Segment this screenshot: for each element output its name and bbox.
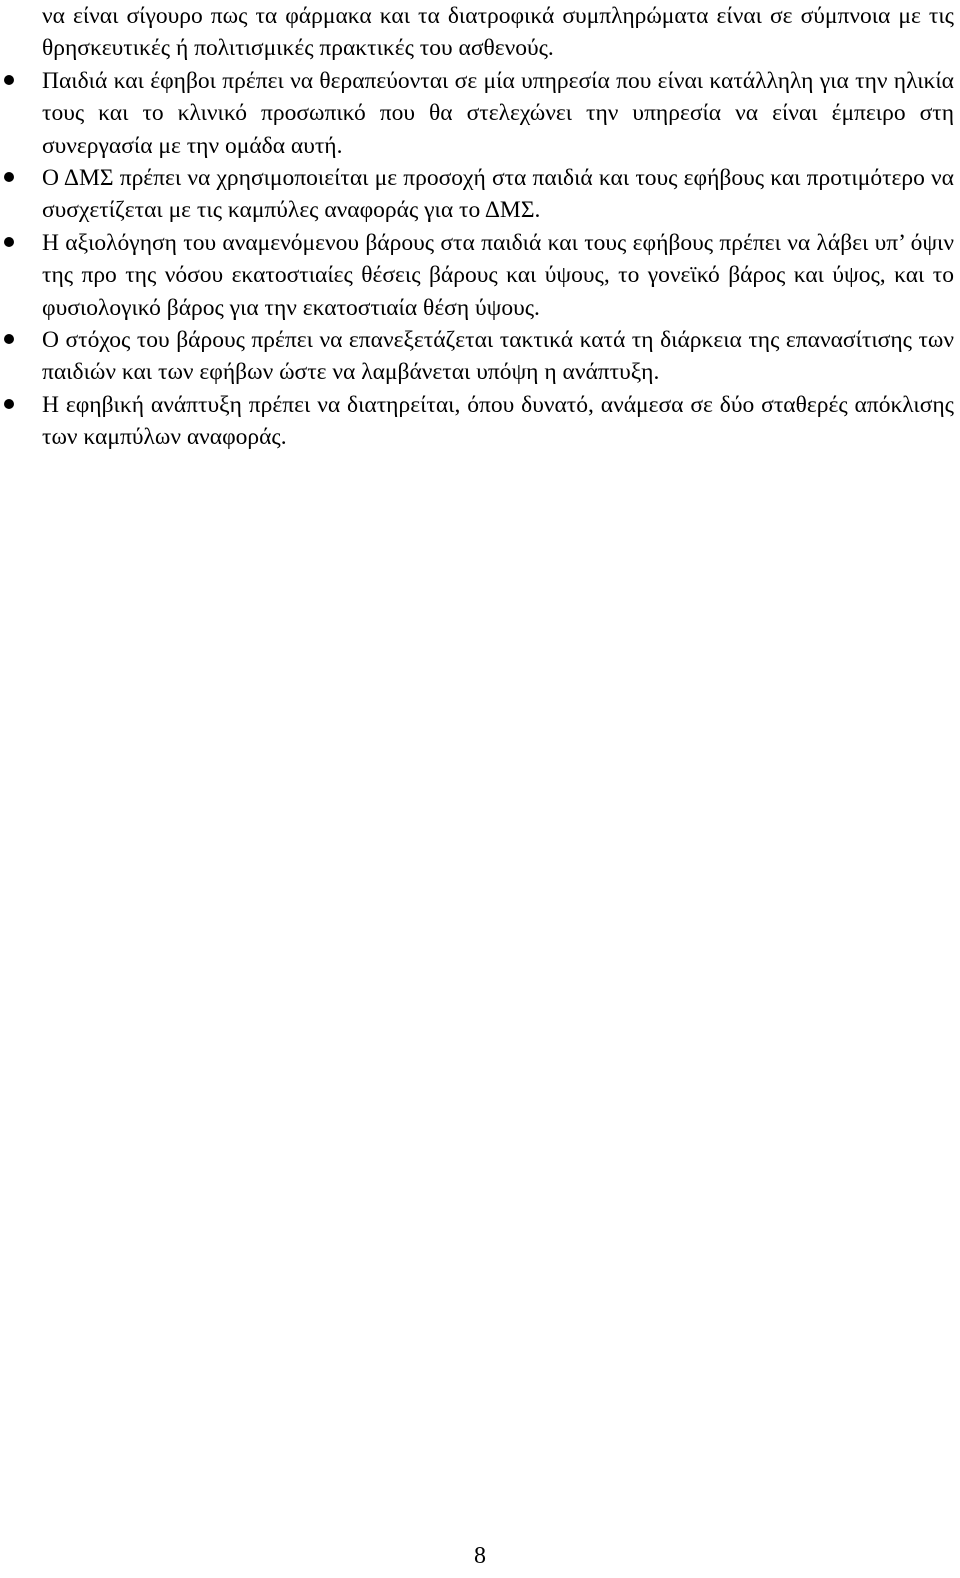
- bullet-icon: [4, 334, 14, 344]
- bullet-list: [42, 65, 954, 454]
- bullet-item: [42, 162, 954, 227]
- bullet-item: [42, 389, 954, 454]
- bullet-item: [42, 324, 954, 389]
- page-number: 8: [474, 1543, 486, 1569]
- bullet-icon: [4, 172, 14, 182]
- bullet-item: [42, 65, 954, 162]
- bullet-text: Παιδιά και έφηβοι πρέπει να θεραπεύονται σε μία υπηρεσία που είναι κατάλληλη για την ηλικία τους και το κλινικό προσωπικό που θα στελεχώνει την υπηρεσία να είναι έμπειρο στη συνεργασία με την ομάδα αυτή.: [42, 67, 954, 159]
- bullet-text: Ο ΔΜΣ πρέπει να χρησιμοποιείται με προσοχή στα παιδιά και τους εφήβους και προτιμότερο να συσχετίζεται με τις καμπύλες αναφοράς για το ΔΜΣ.: [42, 165, 954, 224]
- bullet-text: Η εφηβική ανάπτυξη πρέπει να διατηρείται, όπου δυνατό, ανάμεσα σε δύο σταθερές απόκλισης των καμπύλων αναφοράς.: [42, 391, 954, 451]
- intro-paragraph: να είναι σίγουρο πως τα φάρμακα και τα διατροφικά συμπληρώματα είναι σε σύμπνοια με τις θρησκευτικές ή πολιτισμικές πρακτικές του ασθενούς.: [42, 3, 954, 62]
- bullet-icon: [4, 237, 14, 247]
- bullet-item: [42, 227, 954, 324]
- document-body: [42, 0, 954, 454]
- bullet-text: Η αξιολόγηση του αναμενόμενου βάρους στα παιδιά και τους εφήβους πρέπει να λάβει υπ’ όψιν της προ της νόσου εκατοστιαίες θέσεις βάρους και ύψους, το γονεϊκό βάρος και ύψος, και το φυσιολογικό βάρος για την εκατοστιαία θέση ύψους.: [42, 229, 954, 321]
- bullet-icon: [4, 75, 14, 85]
- bullet-icon: [4, 399, 14, 409]
- bullet-text: Ο στόχος του βάρους πρέπει να επανεξετάζεται τακτικά κατά τη διάρκεια της επανασίτισης των παιδιών και των εφήβων ώστε να λαμβάνεται υπόψη η ανάπτυξη.: [42, 327, 954, 386]
